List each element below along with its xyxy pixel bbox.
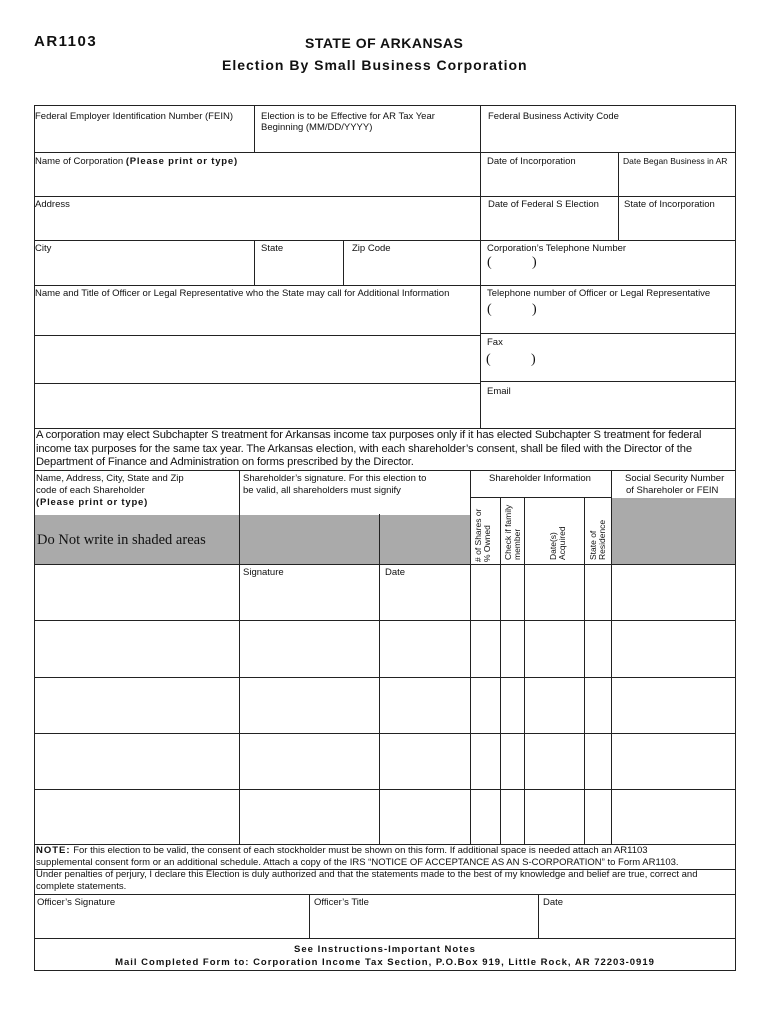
- signature-column-label: Signature: [243, 567, 284, 578]
- corp-phone-label: Corporation’s Telephone Number: [487, 243, 627, 254]
- form-id: AR1103: [34, 33, 98, 50]
- family-member-header-2: member: [512, 528, 522, 560]
- shareholder-name-header-3: (Please print or type): [36, 497, 149, 508]
- shares-owned-header: # of Shares or: [473, 508, 483, 562]
- form-title: STATE OF ARKANSAS: [305, 35, 464, 51]
- corp-phone-paren-close: ): [532, 255, 537, 270]
- fax-paren-open: (: [486, 352, 491, 367]
- ssn-header-2: of Shareholer or FEIN: [626, 485, 719, 496]
- dates-acquired-header-2: Acquired: [557, 526, 567, 560]
- shares-owned-header-2: % Owned: [482, 525, 492, 562]
- residence-header-2: Residence: [597, 519, 607, 560]
- dates-acquired-header: Date(s): [548, 532, 558, 560]
- officer-name-label: Name and Title of Officer or Legal Representative who the State may call for Additional Information: [35, 288, 450, 299]
- shareholder-name-header: Name, Address, City, State and Zip: [36, 473, 184, 484]
- date-began-ar-label: Date Began Business in AR: [623, 156, 728, 166]
- officer-phone-label: Telephone number of Officer or Legal Representative: [487, 288, 711, 299]
- officer-date-label: Date: [543, 897, 564, 908]
- effective-year-label-2: Beginning (MM/DD/YYYY): [261, 122, 373, 133]
- officer-phone-paren-open: (: [487, 302, 492, 317]
- footer-instructions: See Instructions-Important Notes: [294, 944, 476, 955]
- activity-code-label: Federal Business Activity Code: [488, 111, 619, 122]
- ssn-header: Social Security Number: [625, 473, 725, 484]
- corp-name-text: Name of Corporation: [35, 156, 124, 167]
- election-paragraph: A corporation may elect Subchapter S treatment for Arkansas income tax purposes only if it has elected Subchapter S treatment for federal income tax purposes for the same tax year. The Arkansas election, with each shareholder’s consent, shall be filed with the Director of the Department of Finance and Administration on forms prescribed by the Director.: [36, 429, 702, 468]
- state-label: State: [261, 243, 284, 254]
- residence-header: State of: [588, 530, 598, 560]
- note-text-1: For this election to be valid, the consent of each stockholder must be shown on this form. If additional space is needed attach an AR1103: [73, 845, 648, 856]
- state-incorporation-label: State of Incorporation: [624, 199, 715, 210]
- corp-name-note: (Please print or type): [125, 156, 238, 167]
- shareholder-info-header: Shareholder Information: [489, 473, 591, 484]
- family-member-header: Check if family: [503, 504, 513, 560]
- shaded-area-date: [380, 515, 470, 564]
- email-label: Email: [487, 386, 511, 397]
- perjury-text-2: complete statements.: [36, 880, 127, 892]
- fax-paren-close: ): [531, 352, 536, 367]
- officer-title-label: Officer’s Title: [314, 897, 369, 908]
- shareholder-name-header-2: code of each Shareholder: [36, 485, 145, 496]
- note-text: [36, 845, 679, 869]
- corp-name-label: [35, 156, 238, 167]
- note-text-2: supplemental consent form or an additional schedule. Attach a copy of the IRS “NOTICE OF ACCEPTANCE AS AN S-CORPORATION” to Form AR1103.: [36, 857, 679, 868]
- footer-mailing: Mail Completed Form to: Corporation Income Tax Section, P.O.Box 919, Little Rock, AR 72203-0919: [115, 957, 655, 968]
- form-subtitle: Election By Small Business Corporation: [222, 57, 528, 73]
- perjury-statement: [36, 869, 698, 892]
- effective-year-label: Election is to be Effective for AR Tax Year: [261, 111, 435, 122]
- fein-label: Federal Employer Identification Number (FEIN): [35, 111, 233, 122]
- city-label: City: [35, 243, 52, 254]
- corp-phone-paren-open: (: [487, 255, 492, 270]
- shareholder-signature-header-2: be valid, all shareholders must signify: [243, 485, 401, 496]
- shareholder-signature-header: Shareholder’s signature. For this election to: [243, 473, 427, 484]
- date-incorporation-label: Date of Incorporation: [487, 156, 576, 167]
- zip-label: Zip Code: [352, 243, 391, 254]
- officer-signature-label: Officer’s Signature: [37, 897, 116, 908]
- shaded-area-ssn: [612, 498, 735, 564]
- address-label: Address: [35, 199, 70, 210]
- perjury-text-1: Under penalties of perjury, I declare this Election is duly authorized and that the statements made to the best of my knowledge and belief are true, correct and: [36, 869, 698, 880]
- note-label: NOTE:: [36, 845, 71, 856]
- date-column-label: Date: [385, 567, 406, 578]
- date-s-election-label: Date of Federal S Election: [488, 199, 599, 210]
- shaded-area-signature: [240, 515, 379, 564]
- shaded-area-note: Do Not write in shaded areas: [37, 532, 206, 548]
- fax-label: Fax: [487, 337, 503, 348]
- officer-phone-paren-close: ): [532, 302, 537, 317]
